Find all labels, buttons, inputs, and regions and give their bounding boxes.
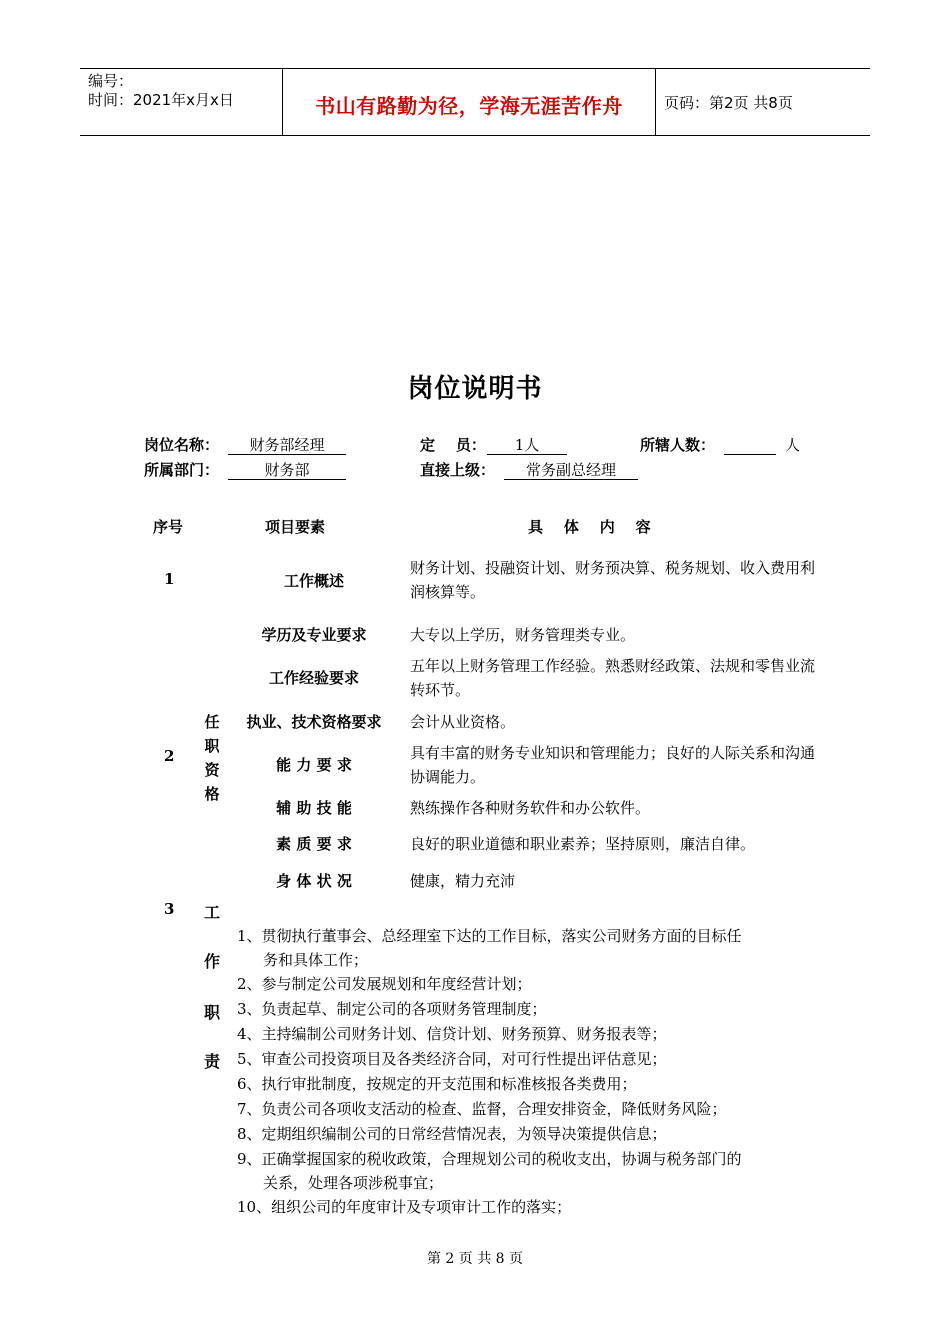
group-2-label: 任 职 资 格 bbox=[204, 713, 220, 803]
duty-item: 10、组织公司的年度审计及专项审计工作的落实； bbox=[237, 1198, 572, 1216]
row-health-content: 健康，精力充沛 bbox=[410, 872, 516, 890]
subordinates-blank bbox=[724, 434, 776, 455]
group-2-seq: 2 bbox=[164, 747, 175, 765]
group-3-char-3: 职 bbox=[204, 1003, 221, 1022]
group-3-seq: 3 bbox=[164, 900, 175, 918]
row-skills-content: 熟练操作各种财务软件和办公软件。 bbox=[410, 799, 651, 817]
position-value: 财务部经理 bbox=[228, 434, 346, 455]
duty-item: 1、贯彻执行董事会、总经理室下达的工作目标，落实公司财务方面的目标任 务和具体工作； bbox=[237, 927, 742, 969]
department-label: 所属部门： bbox=[144, 461, 220, 479]
row-skills-item: 辅 助 技 能 bbox=[276, 799, 352, 817]
subordinates-unit: 人 bbox=[785, 436, 801, 454]
duty-item: 9、正确掌握国家的税收政策，合理规划公司的税收支出，协调与税务部门的 关系，处理各项涉税事宜； bbox=[237, 1150, 742, 1192]
row-quality-item: 素 质 要 求 bbox=[276, 835, 352, 853]
col-header-content: 具 体 内 容 bbox=[528, 518, 651, 536]
duty-item: 8、定期组织编制公司的日常经营情况表，为领导决策提供信息； bbox=[237, 1125, 667, 1143]
row-1-item: 工作概述 bbox=[283, 572, 344, 590]
header-page-number: 页码：第2页 共8页 bbox=[664, 94, 793, 112]
col-header-seq: 序号 bbox=[153, 518, 184, 536]
superior-value: 常务副总经理 bbox=[504, 459, 638, 480]
col-header-item: 项目要素 bbox=[265, 518, 326, 536]
page-title: 岗位说明书 bbox=[407, 374, 543, 404]
row-ability-content: 具有丰富的财务专业知识和管理能力；良好的人际关系和沟通协调能力。 bbox=[410, 744, 816, 786]
row-education-content: 大专以上学历，财务管理类专业。 bbox=[410, 626, 636, 644]
superior-label: 直接上级： bbox=[420, 461, 496, 479]
header-number: 编号： bbox=[88, 72, 134, 90]
staff-label: 定 员： bbox=[420, 436, 486, 454]
page-footer: 第 2 页 共 8 页 bbox=[426, 1251, 524, 1267]
row-ability-item: 能 力 要 求 bbox=[276, 756, 352, 774]
row-quality-content: 良好的职业道德和职业素养；坚持原则，廉洁自律。 bbox=[410, 835, 756, 853]
row-1-content: 财务计划、投融资计划、财务预决算、税务规划、收入费用利润核算等。 bbox=[410, 559, 816, 601]
duty-item: 5、审查公司投资项目及各类经济合同，对可行性提出评估意见； bbox=[237, 1050, 667, 1068]
duty-item: 4、主持编制公司财务计划、信贷计划、财务预算、财务报表等； bbox=[237, 1025, 667, 1043]
position-label: 岗位名称： bbox=[144, 436, 220, 454]
duty-item: 3、负责起草、制定公司的各项财务管理制度； bbox=[237, 1000, 547, 1018]
department-value: 财务部 bbox=[228, 459, 346, 480]
row-health-item: 身 体 状 况 bbox=[276, 872, 352, 890]
header-time: 时间：2021年x月x日 bbox=[88, 91, 234, 109]
group-3-char-2: 作 bbox=[204, 952, 221, 971]
header-bottom-rule bbox=[80, 135, 870, 136]
subordinates-label: 所辖人数： bbox=[640, 436, 716, 454]
row-1-seq: 1 bbox=[164, 570, 175, 588]
staff-value: 1人 bbox=[487, 434, 567, 455]
duty-item: 2、参与制定公司发展规划和年度经营计划； bbox=[237, 975, 532, 993]
row-experience-item: 工作经验要求 bbox=[268, 669, 359, 687]
row-qualification-content: 会计从业资格。 bbox=[410, 713, 516, 731]
group-3-char-4: 责 bbox=[204, 1052, 221, 1071]
row-qualification-item: 执业、技术资格要求 bbox=[246, 713, 382, 731]
duty-item: 7、负责公司各项收支活动的检查、监督，合理安排资金，降低财务风险； bbox=[237, 1100, 727, 1118]
group-3-char-1: 工 bbox=[204, 903, 221, 922]
header-motto: 书山有路勤为径，学海无涯苦作舟 bbox=[315, 94, 623, 118]
header-top-rule bbox=[80, 68, 870, 69]
duty-item: 6、执行审批制度，按规定的开支范围和标准核报各类费用； bbox=[237, 1075, 637, 1093]
row-education-item: 学历及专业要求 bbox=[261, 626, 367, 644]
header-divider-right bbox=[655, 68, 656, 136]
row-experience-content: 五年以上财务管理工作经验。熟悉财经政策、法规和零售业流转环节。 bbox=[410, 657, 816, 699]
